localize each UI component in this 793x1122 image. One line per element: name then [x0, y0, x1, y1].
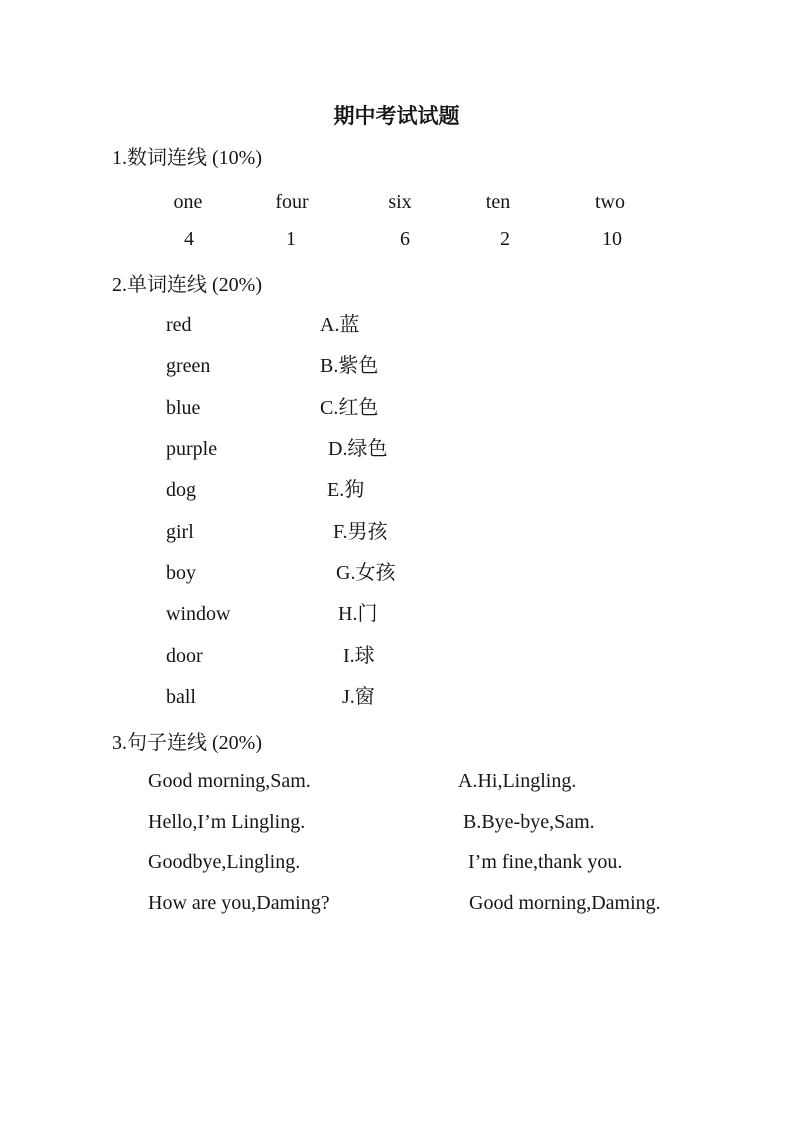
- pair-left: door: [166, 645, 203, 667]
- section2-heading: 2.单词连线 (20%): [112, 274, 262, 296]
- pair-right: D.绿色: [328, 438, 388, 460]
- pair-right: G.女孩: [336, 562, 396, 584]
- pair-right: I.球: [343, 645, 375, 667]
- word-cell: ten: [485, 191, 511, 213]
- pair-left: blue: [166, 397, 201, 419]
- word-cell: four: [275, 191, 309, 213]
- sentence-right: I’m fine,thank you.: [468, 851, 623, 873]
- number-cell: 10: [602, 228, 622, 250]
- pair-left: girl: [166, 521, 194, 543]
- section1-heading: 1.数词连线 (10%): [112, 147, 262, 169]
- pair-right: B.紫色: [320, 355, 379, 377]
- sentence-left: Hello,I’m Lingling.: [148, 811, 306, 833]
- section3-heading: 3.句子连线 (20%): [112, 732, 262, 754]
- sentence-right: Good morning,Daming.: [469, 892, 661, 914]
- word-cell: two: [595, 191, 625, 213]
- pair-left: dog: [166, 479, 196, 501]
- word-cell: one: [173, 191, 203, 213]
- sentence-right: B.Bye-bye,Sam.: [463, 811, 595, 833]
- pair-left: purple: [166, 438, 218, 460]
- sentence-left: How are you,Daming?: [148, 892, 330, 914]
- pair-left: boy: [166, 562, 196, 584]
- exam-title: 期中考试试题: [333, 105, 460, 128]
- word-cell: six: [388, 191, 412, 213]
- pair-left: green: [166, 355, 211, 377]
- sentence-left: Good morning,Sam.: [148, 770, 311, 792]
- number-cell: 4: [184, 228, 194, 250]
- sentence-left: Goodbye,Lingling.: [148, 851, 301, 873]
- sentence-right: A.Hi,Lingling.: [458, 770, 577, 792]
- pair-right: H.门: [338, 603, 378, 625]
- pair-left: window: [166, 603, 231, 625]
- pair-left: ball: [166, 686, 196, 708]
- number-cell: 6: [400, 228, 410, 250]
- number-cell: 1: [286, 228, 296, 250]
- pair-right: E.狗: [327, 479, 365, 501]
- pair-right: A.蓝: [320, 314, 360, 336]
- pair-right: C.红色: [320, 397, 379, 419]
- pair-right: F.男孩: [333, 521, 388, 543]
- number-cell: 2: [500, 228, 510, 250]
- pair-right: J.窗: [342, 686, 375, 708]
- pair-left: red: [166, 314, 192, 336]
